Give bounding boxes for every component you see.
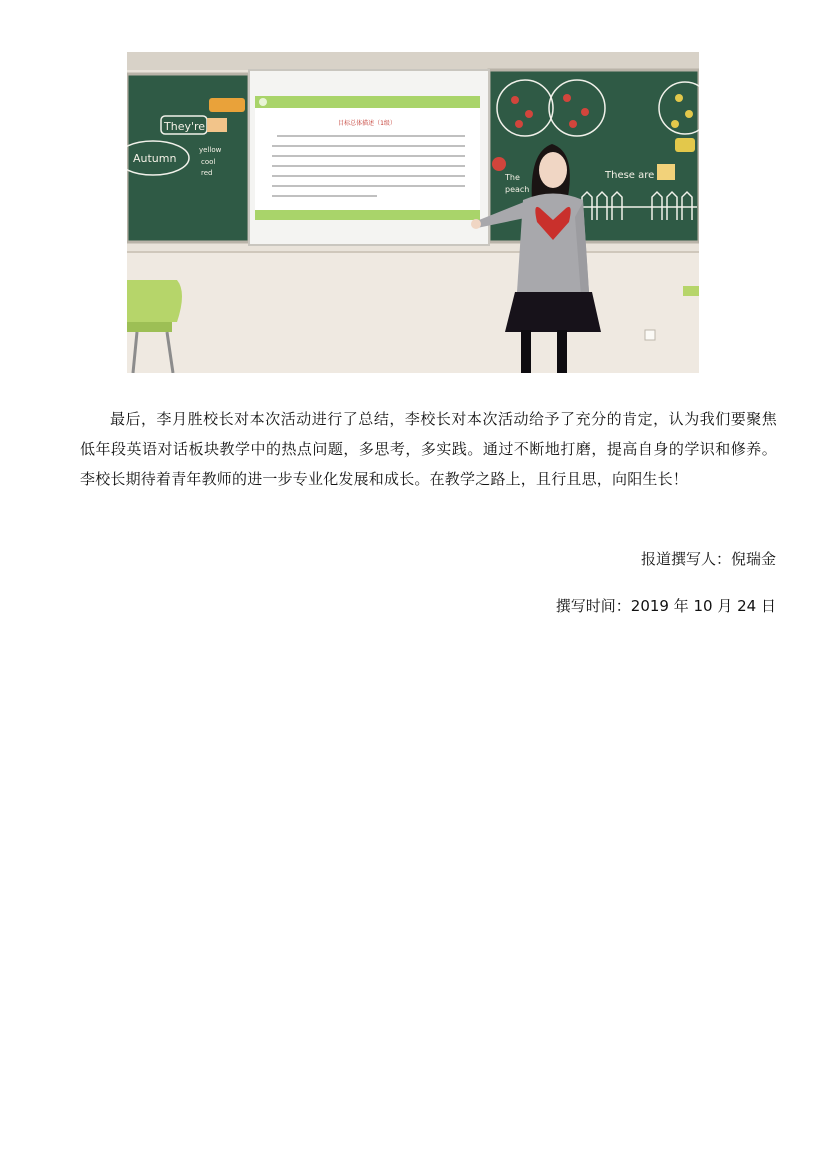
- classroom-photo-illustration: [127, 52, 699, 373]
- summary-paragraph: 最后，李月胜校长对本次活动进行了总结，李校长对本次活动给予了充分的肯定，认为我们要聚焦低年段英语对话板块教学中的热点问题，多思考，多实践。通过不断地打磨，提高自身的学识和修养。李校长期待着青年教师的进一步专业化发展和成长。在教学之路上，且行且思，向阳生长！: [80, 410, 777, 488]
- board-word-theyre: They're: [164, 120, 206, 133]
- author-line: 报道撰写人：倪瑞金: [640, 550, 776, 568]
- date-line: 撰写时间：2019 年 10 月 24 日: [555, 597, 776, 615]
- board-word-these-are: These are: [605, 170, 655, 181]
- board-word-red: red: [201, 169, 213, 177]
- board-word-the: The: [505, 173, 520, 182]
- board-word-cool: cool: [201, 158, 216, 166]
- board-word-yellow: yellow: [199, 146, 222, 154]
- slide-title: 目标总体描述（1级）: [338, 120, 396, 127]
- board-word-autumn: Autumn: [133, 152, 177, 165]
- board-word-peach: peach: [505, 185, 530, 194]
- event-photo: [127, 52, 699, 373]
